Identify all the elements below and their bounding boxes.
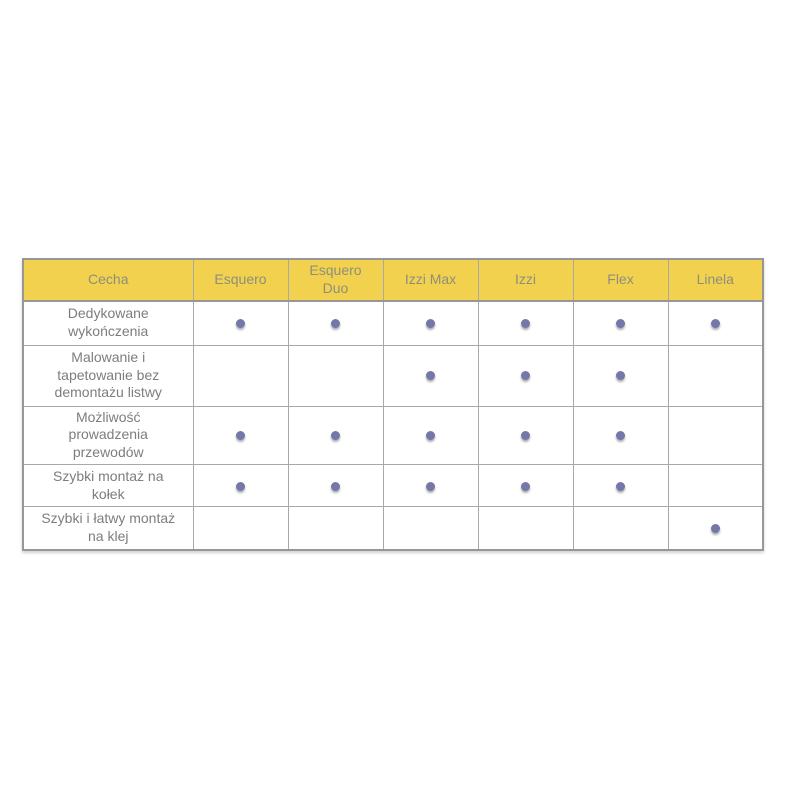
availability-cell (668, 406, 763, 465)
feature-label: Możliwość prowadzenia przewodów (23, 406, 193, 465)
availability-cell (288, 345, 383, 406)
availability-cell (573, 301, 668, 345)
availability-cell (573, 465, 668, 507)
availability-cell (193, 507, 288, 550)
availability-cell (193, 406, 288, 465)
column-header-flex: Flex (573, 259, 668, 301)
column-header-esquero-duo: Esquero Duo (288, 259, 383, 301)
availability-cell (478, 301, 573, 345)
availability-cell (193, 301, 288, 345)
availability-dot-icon (521, 371, 530, 380)
feature-label: Szybki montaż na kołek (23, 465, 193, 507)
availability-cell (668, 301, 763, 345)
availability-cell (383, 507, 478, 550)
feature-label: Malowanie i tapetowanie bez demontażu listwy (23, 345, 193, 406)
availability-dot-icon (236, 319, 245, 328)
availability-cell (478, 507, 573, 550)
column-header-esquero: Esquero (193, 259, 288, 301)
availability-cell (288, 301, 383, 345)
availability-dot-icon (426, 431, 435, 440)
availability-dot-icon (426, 482, 435, 491)
availability-cell (573, 406, 668, 465)
availability-dot-icon (521, 482, 530, 491)
availability-cell (193, 465, 288, 507)
availability-dot-icon (236, 482, 245, 491)
availability-cell (288, 465, 383, 507)
availability-cell (383, 465, 478, 507)
availability-dot-icon (426, 371, 435, 380)
availability-cell (478, 406, 573, 465)
availability-cell (288, 507, 383, 550)
availability-dot-icon (236, 431, 245, 440)
table-row (23, 507, 763, 550)
availability-dot-icon (616, 482, 625, 491)
availability-dot-icon (331, 431, 340, 440)
availability-cell (288, 406, 383, 465)
availability-cell (573, 345, 668, 406)
availability-dot-icon (521, 431, 530, 440)
table-row (23, 345, 763, 406)
availability-cell (668, 345, 763, 406)
column-header-izzi: Izzi (478, 259, 573, 301)
feature-label: Szybki i łatwy montaż na klej (23, 507, 193, 550)
availability-cell (193, 345, 288, 406)
availability-cell (478, 465, 573, 507)
feature-comparison-table-wrap (22, 258, 764, 551)
availability-cell (478, 345, 573, 406)
column-header-izzi-max: Izzi Max (383, 259, 478, 301)
column-header-feature: Cecha (23, 259, 193, 301)
availability-dot-icon (711, 319, 720, 328)
table-row (23, 301, 763, 345)
availability-dot-icon (616, 431, 625, 440)
availability-cell (668, 465, 763, 507)
availability-dot-icon (711, 524, 720, 533)
table-row (23, 406, 763, 465)
table-row (23, 465, 763, 507)
table-body (23, 301, 763, 550)
feature-label: Dedykowane wykończenia (23, 301, 193, 345)
availability-cell (383, 345, 478, 406)
availability-cell (383, 301, 478, 345)
availability-dot-icon (616, 319, 625, 328)
header-row (23, 259, 763, 301)
column-header-linela: Linela (668, 259, 763, 301)
feature-comparison-table (22, 258, 764, 551)
availability-dot-icon (331, 319, 340, 328)
availability-dot-icon (426, 319, 435, 328)
availability-cell (668, 507, 763, 550)
availability-dot-icon (616, 371, 625, 380)
availability-cell (383, 406, 478, 465)
availability-dot-icon (521, 319, 530, 328)
availability-dot-icon (331, 482, 340, 491)
availability-cell (573, 507, 668, 550)
